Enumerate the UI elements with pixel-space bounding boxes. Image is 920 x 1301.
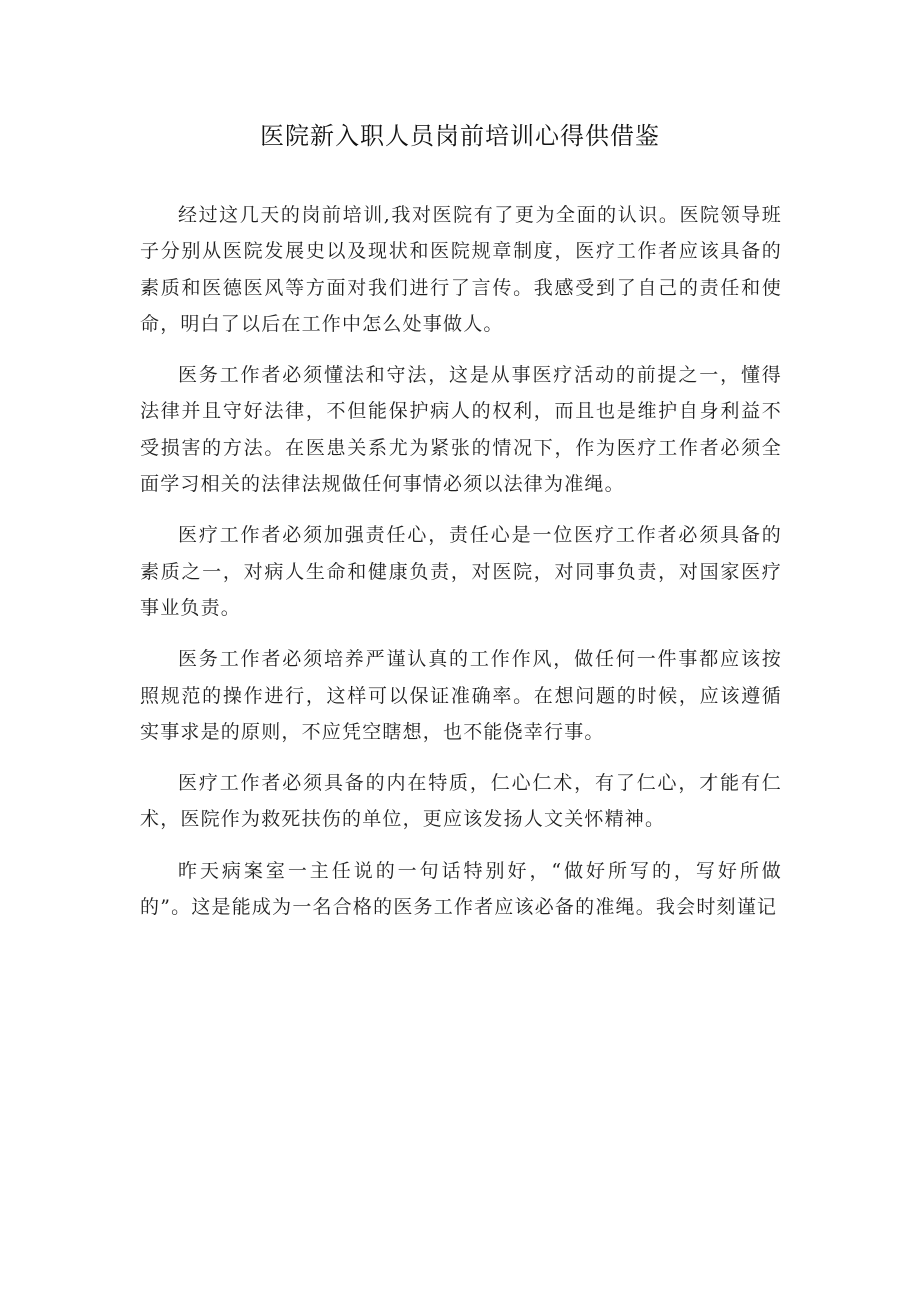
paragraph-1: 经过这几天的岗前培训,我对医院有了更为全面的认识。医院领导班子分别从医院发展史以及现状和医院规章制度，医疗工作者应该具备的素质和医德医风等方面对我们进行了言传。我感受到了自己的责任和使命，明白了以后在工作中怎么处事做人。 bbox=[140, 204, 782, 335]
paragraph-5: 医疗工作者必须具备的内在特质，仁心仁术，有了仁心，才能有仁术，医院作为救死扶伤的单位，更应该发扬人文关怀精神。 bbox=[140, 772, 782, 831]
document-title: 医院新入职人员岗前培训心得供借鉴 bbox=[260, 122, 660, 150]
paragraph-3: 医疗工作者必须加强责任心，责任心是一位医疗工作者必须具备的素质之一，对病人生命和健康负责，对医院，对同事负责，对国家医疗事业负责。 bbox=[140, 524, 782, 619]
paragraph-4: 医务工作者必须培养严谨认真的工作作风，做任何一件事都应该按照规范的操作进行，这样可以保证准确率。在想问题的时候，应该遵循实事求是的原则，不应凭空瞎想，也不能侥幸行事。 bbox=[140, 648, 782, 743]
document-body bbox=[140, 197, 782, 940]
paragraph-6: 昨天病案室一主任说的一句话特别好，“做好所写的，写好所做的”。这是能成为一名合格的医务工作者应该必备的准绳。我会时刻谨记 bbox=[140, 859, 782, 919]
paragraph-2: 医务工作者必须懂法和守法，这是从事医疗活动的前提之一，懂得法律并且守好法律，不但能保护病人的权利，而且也是维护自身利益不受损害的方法。在医患关系尤为紧张的情况下，作为医疗工作者必须全面学习相关的法律法规做任何事情必须以法律为准绳。 bbox=[140, 364, 782, 496]
